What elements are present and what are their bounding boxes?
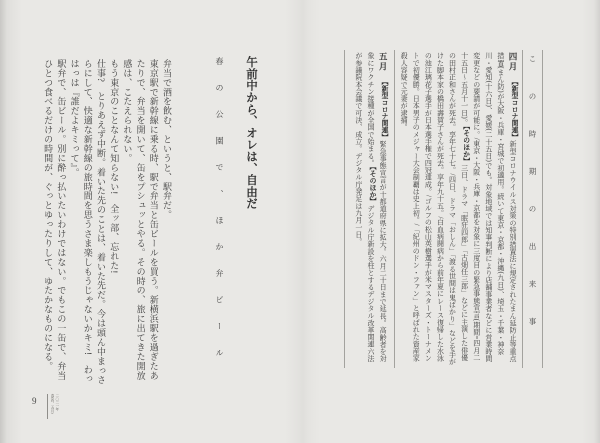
folio	[47, 394, 71, 443]
essay-paragraph-5: 駅弁で、缶ビール。別に酔っ払いたいわけではない。でもこの一缶で、弁当ひとつ食べるだけの時間が、ぐっとゆったりして、ゆたかなものになる。	[43, 59, 67, 381]
chronicle-text: 緊急事態宣言が十都道府県に拡大。六月二十日まで延長。高齢者を対象にワクチン接種が全国で始まる。	[366, 52, 388, 363]
month-label: 四月	[508, 52, 518, 72]
chronicle-box	[344, 50, 543, 368]
essay-title: 午前中から、オレは、自由だ	[245, 56, 257, 210]
chronicle-text: デジタル庁新設を柱とするデジタル改革関連六法が参議院本会議で可決、成立。デジタル庁発足は九月一日。	[354, 52, 375, 363]
folio-season: 春(四、五月)	[50, 394, 54, 414]
essay-paragraph-4: 仕事? とりあえず中断。着いた先のことは、着いた先だ。今は頭ん中まっさらにして、快適な新幹線の旅時間を思うさま楽しもうじゃないかキミ! わっはっは『誰だよキミって』。	[69, 59, 106, 385]
chronicle-header: この時期の出来事	[522, 50, 543, 368]
category-label: 【そのほか】	[461, 125, 469, 165]
essay-paragraph-1: 弁当で酒を飲む、というと、駅弁だ。	[162, 59, 172, 220]
page-number: 9	[32, 396, 37, 406]
folio-year: 二〇二一年	[55, 394, 59, 412]
category-label: 【そのほか】	[367, 166, 375, 205]
month-label: 五月	[378, 52, 389, 72]
chronicle-section-2	[344, 50, 395, 368]
category-label: 【新型コロナ関連】	[510, 78, 517, 141]
chronicle-text: 新型コロナウイルス対策の特別措置法に規定されたまん延防止等重点措置(まん防)が大阪・兵庫・宮城で初適用。続いて東京・京都・沖縄(九日)、埼玉・千葉・神奈川・愛知(十六日)、愛媛(二十五日)でも。対象地域では知事判断により店舗事業者などに営業時間変更などの要請が可能に。/東京・大阪・兵庫・京都を対象に三度目の緊急事態宣言(期間=四月二十五日〜五月十一日)。	[460, 52, 517, 363]
chronicle-text: 三日、ドラマ「眠狂四郎」「古畑任三郎」などに主演した俳優の田村正和さんが死去。享年七十七。/四日、ドラマ「おしん」「渡る世間は鬼ばかり」などを手がけた脚本家の橋田壽賀子さんが死去。享年九十五。/白血病闘病から前年夏にレース復帰した水泳の池江璃花子選手が日本選手権で四冠達成。/ゴルフの松山英樹選手が米マスターズ・トーナメントで初優勝。日本男子のメジャー大会制覇は史上初。/「紀州のドン・ファン」と呼ばれた資産家殺人容疑で元妻が逮捕。	[400, 52, 469, 366]
essay-body	[41, 59, 173, 385]
essay-paragraph-2: 東京駅で新幹線に乗る時、駅で弁当と缶ビールを買う。新横浜駅を過ぎたあたりで、弁当を開いて、缶をプシュッとやる。その時の、旅に出てきた開放感は、こたえられない。	[122, 59, 159, 381]
category-label: 【新型コロナ関連】	[380, 78, 388, 141]
essay-subtitle: 春の公園で、ほか弁ビール	[215, 57, 224, 375]
essay-paragraph-3: もう東京のことなんて知らない! 全ッ部、忘れた!	[109, 59, 120, 274]
folio-inner	[47, 394, 59, 419]
chronicle-section-1	[395, 50, 522, 368]
